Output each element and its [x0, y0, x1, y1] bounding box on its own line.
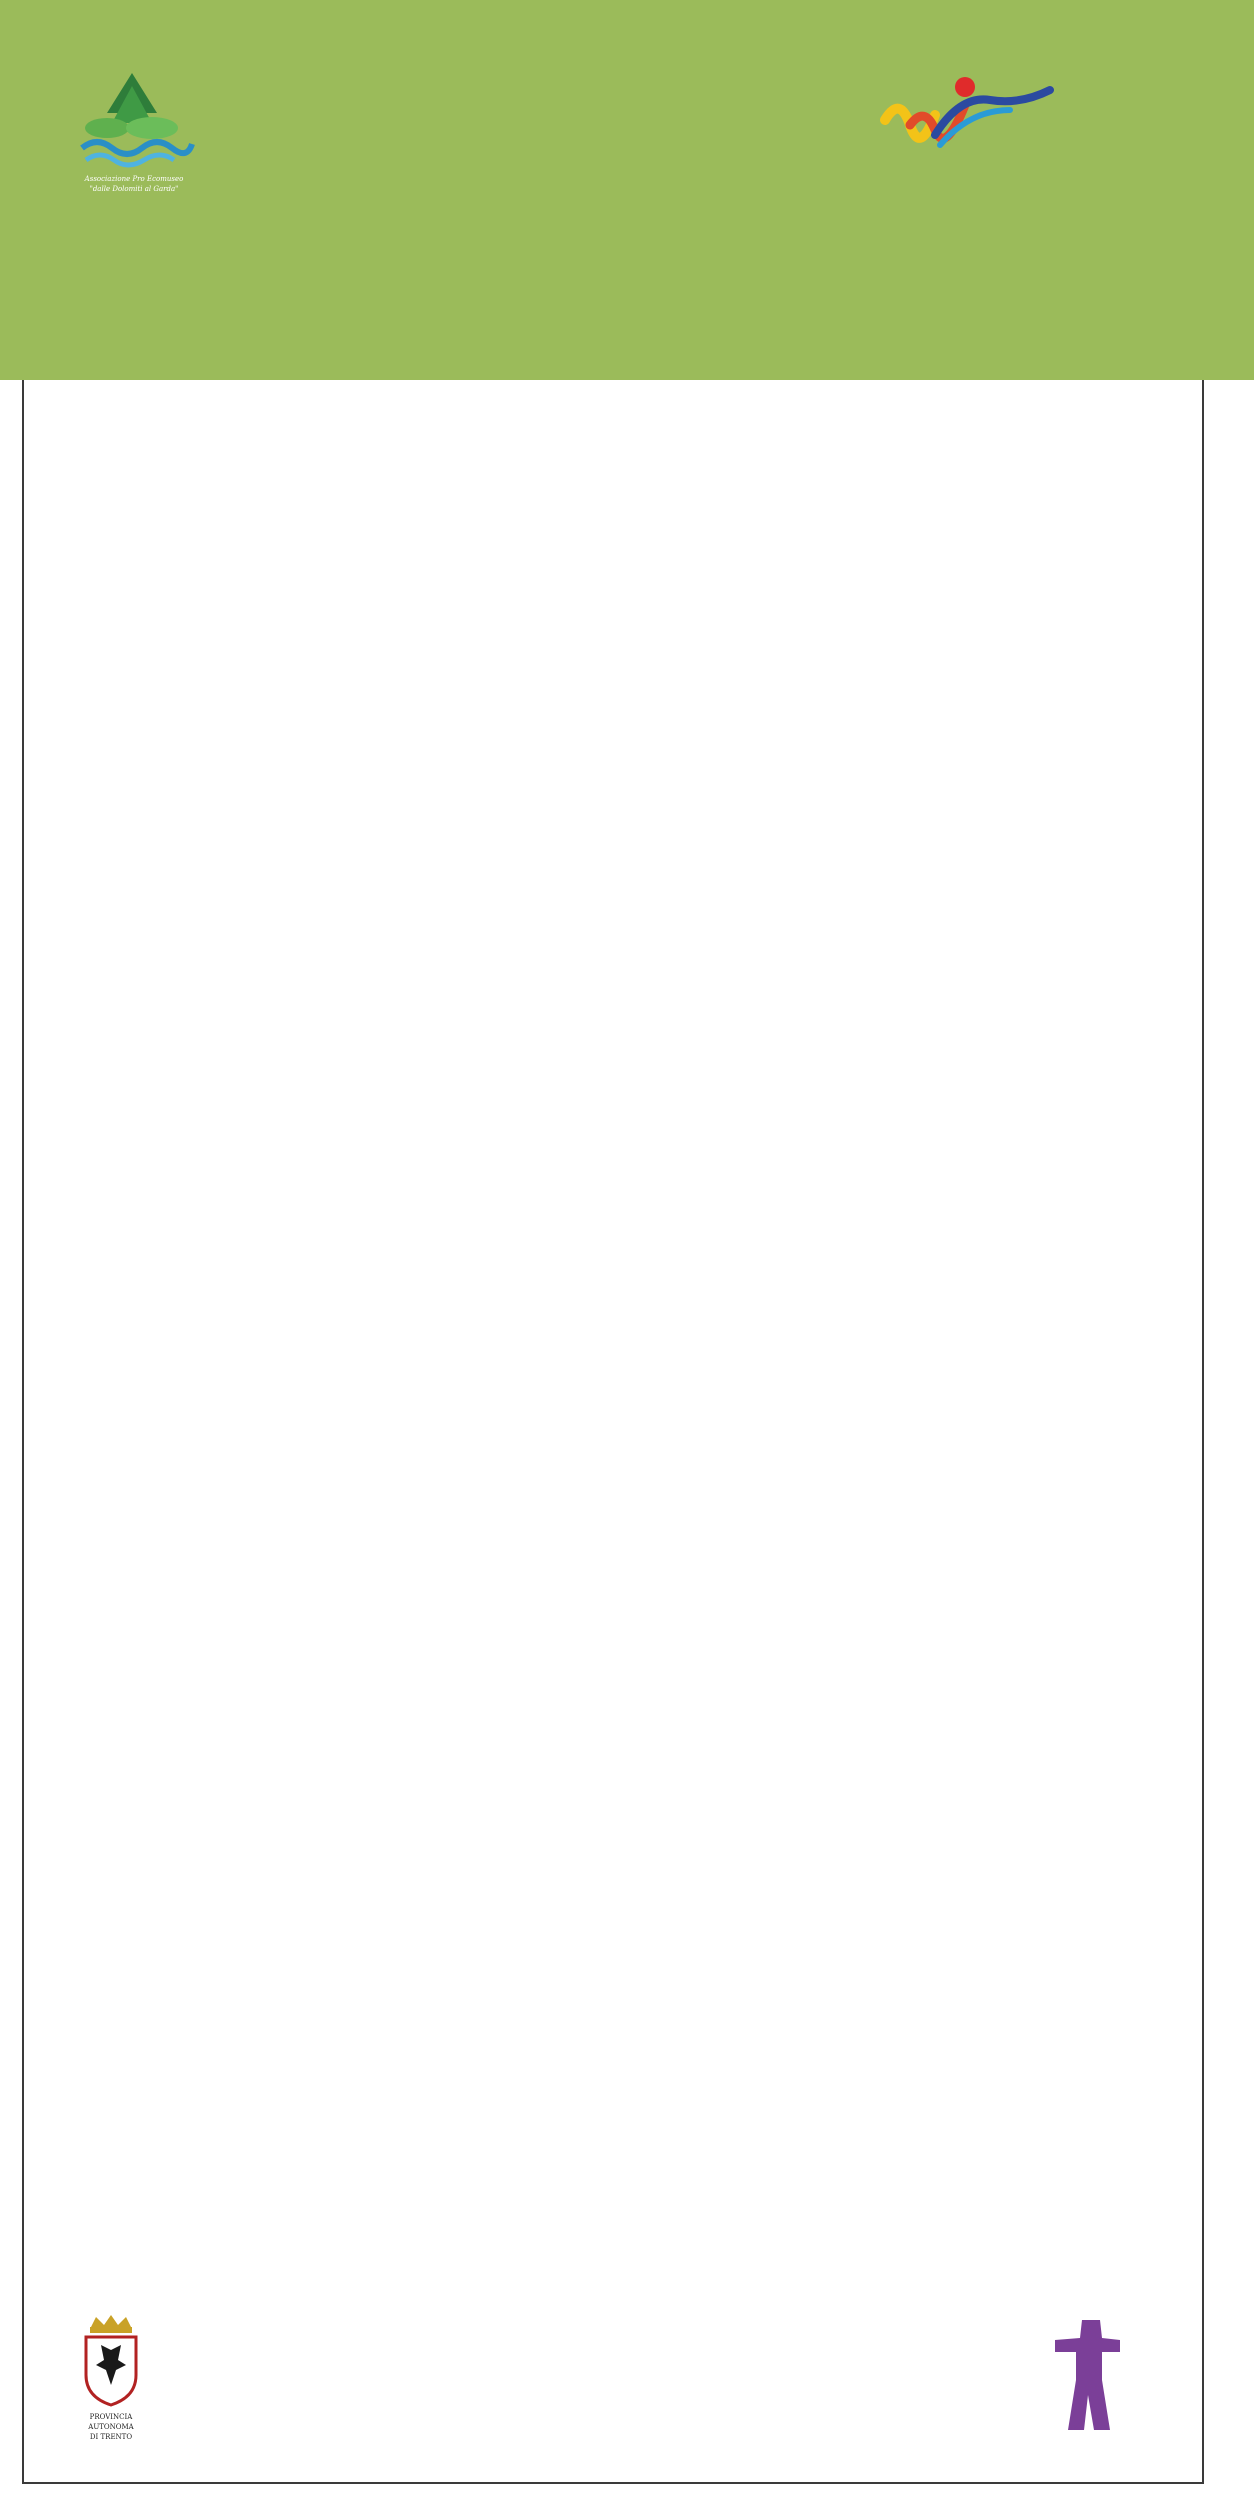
svg-text:DI TRENTO: DI TRENTO	[89, 2433, 133, 2441]
svg-text:"dalle Dolomiti al Garda": "dalle Dolomiti al Garda"	[89, 185, 179, 193]
page-frame	[22, 14, 1204, 2484]
header-banner	[0, 0, 1254, 380]
comano-logo-icon	[880, 75, 1150, 195]
svg-text:AUTONOMA: AUTONOMA	[88, 2423, 134, 2431]
pat-crest-icon	[76, 2315, 146, 2445]
svg-text:PROVINCIA: PROVINCIA	[89, 2413, 133, 2421]
ecomusei-logo-icon	[1020, 2310, 1190, 2450]
assoc-logo-icon	[72, 68, 202, 198]
svg-text:Associazione Pro Ecomuseo: Associazione Pro Ecomuseo	[84, 175, 184, 183]
